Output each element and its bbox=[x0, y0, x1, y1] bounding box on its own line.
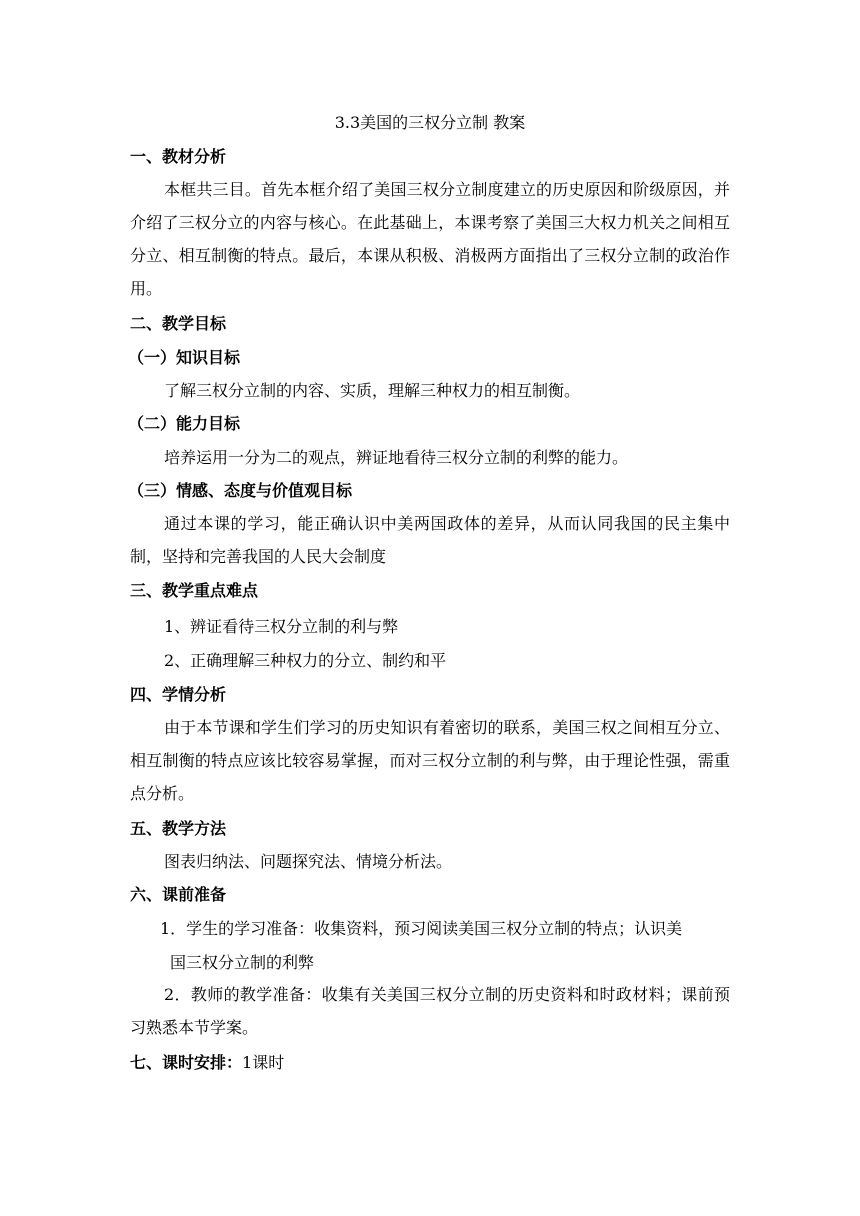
section-paragraph-student-analysis: 由于本节课和学生们学习的历史知识有着密切的联系，美国三权之间相互分立、相互制衡的特点应该比较容易掌握，而对三权分立制的利与弊，由于理论性强，需重点分析。 bbox=[130, 718, 730, 803]
emotion-goal-text: 通过本课的学习，能正确认识中美两国政体的差异，从而认同我国的民主集中制，坚持和完善我国的人民大会制度 bbox=[130, 514, 730, 566]
section-paragraph-textbook-analysis: 本框共三目。首先本框介绍了美国三权分立制度建立的历史原因和阶级原因，并介绍了三权分立的内容与核心。在此基础上，本课考察了美国三大权力机关之间相互分立、相互制衡的特点。最后，本课从积极、消极两方面指出了三权分立制的政治作用。 bbox=[130, 180, 730, 298]
section-heading-key-points: 三、教学重点难点 bbox=[130, 581, 259, 600]
section-heading-teaching-methods: 五、教学方法 bbox=[130, 819, 227, 838]
section-heading-preparation: 六、课前准备 bbox=[130, 885, 227, 904]
preparation-item-2: 2．教师的教学准备：收集有关美国三权分立制的历史资料和时政材料；课前预习熟悉本节学案。 bbox=[130, 985, 730, 1037]
teaching-methods-text: 图表归纳法、问题探究法、情境分析法。 bbox=[164, 852, 453, 871]
key-point-item-1: 1、辨证看待三权分立制的利与弊 bbox=[164, 617, 399, 636]
class-schedule-value: 1课时 bbox=[242, 1053, 285, 1072]
class-schedule-label: 七、课时安排： bbox=[130, 1053, 243, 1072]
class-schedule bbox=[130, 1052, 284, 1074]
knowledge-goal-text: 了解三权分立制的内容、实质，理解三种权力的相互制衡。 bbox=[164, 381, 581, 400]
section-heading-student-analysis: 四、学情分析 bbox=[130, 685, 227, 704]
document-title: 3.3美国的三权分立制 教案 bbox=[334, 113, 526, 132]
key-point-item-2: 2、正确理解三种权力的分立、制约和平 bbox=[164, 651, 447, 670]
section-heading-teaching-goals: 二、教学目标 bbox=[130, 314, 227, 333]
section-heading-textbook-analysis: 一、教材分析 bbox=[130, 147, 227, 166]
ability-goal-text: 培养运用一分为二的观点，辨证地看待三权分立制的利弊的能力。 bbox=[164, 448, 629, 467]
subheading-emotion-goal: （三）情感、态度与价值观目标 bbox=[128, 481, 353, 500]
subheading-knowledge-goal: （一）知识目标 bbox=[128, 348, 241, 367]
preparation-item-1-line-1: 1．学生的学习准备：收集资料，预习阅读美国三权分立制的特点；认识美 bbox=[160, 919, 683, 938]
preparation-item-1-line-2: 国三权分立制的利弊 bbox=[170, 953, 315, 972]
subheading-ability-goal: （二）能力目标 bbox=[128, 414, 241, 433]
